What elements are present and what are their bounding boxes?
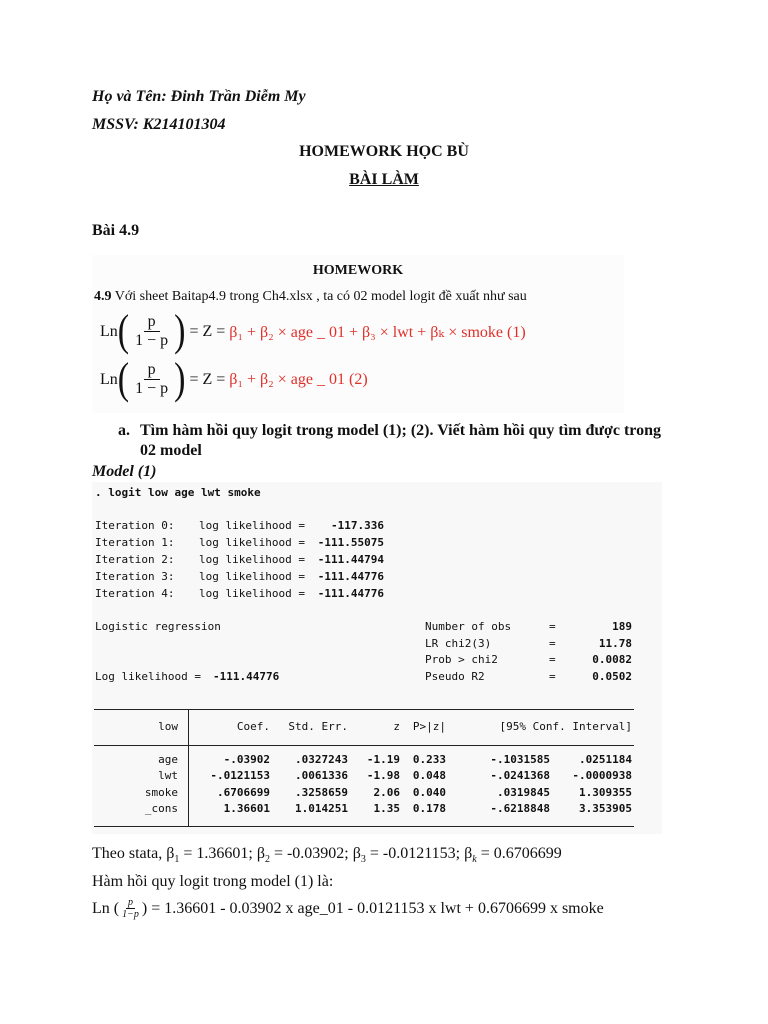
- cell-ci-low: -.6218848: [490, 802, 550, 815]
- frac-den: 1 − p: [135, 332, 169, 349]
- cell-p: 0.040: [412, 786, 446, 799]
- stat-label: LR chi2(3): [425, 637, 492, 650]
- cell-ci-high: 3.353905: [579, 802, 632, 815]
- beta3-value: = -0.0121153;: [365, 845, 465, 862]
- stat-label: Prob > chi2: [425, 653, 498, 666]
- iteration-value: -111.44776: [317, 570, 384, 583]
- question-a-line1: Tìm hàm hồi quy logit trong model (1); (2). Viết hàm hồi quy tìm được trong: [140, 422, 661, 439]
- cell-z: 2.06: [373, 786, 400, 799]
- eq-ln: Ln: [100, 370, 118, 388]
- beta1-symbol: β: [166, 845, 175, 862]
- stat-eq: =: [549, 637, 556, 650]
- iteration-text: log likelihood =: [199, 570, 305, 583]
- beta3-symbol: β: [352, 845, 361, 862]
- iteration-label: Iteration 1:: [95, 536, 175, 549]
- cell-se: .0061336: [295, 769, 348, 782]
- page-subtitle: BÀI LÀM: [349, 171, 419, 188]
- model1-equation: [100, 306, 526, 355]
- model1-rhs: β₁ + β₂ × age _ 01 + β₃ × lwt + βₖ × smoke (1): [229, 323, 526, 341]
- beta2-sub: 2: [264, 854, 270, 866]
- stat-eq: =: [549, 653, 556, 666]
- beta2-symbol: β: [256, 845, 265, 862]
- iteration-value: -111.55075: [317, 536, 384, 549]
- open-paren-icon: (: [117, 354, 130, 403]
- frac-num: p: [144, 361, 160, 380]
- iteration-label: Iteration 0:: [95, 519, 175, 532]
- stata-output: [92, 482, 662, 834]
- table-header: P>|z|: [412, 720, 446, 733]
- table-header: [95% Conf. Interval]: [499, 720, 632, 733]
- model2-equation: [100, 354, 368, 403]
- cell-p: 0.233: [412, 753, 446, 766]
- betak-value: = 0.6706699: [476, 845, 562, 862]
- betak-symbol: β: [464, 845, 473, 862]
- question-a-marker: a.: [118, 422, 130, 439]
- question-text: Với sheet Baitap4.9 trong Ch4.xlsx , ta có 02 model logit đề xuất như sau: [114, 289, 527, 304]
- close-paren-icon: ): [174, 354, 186, 403]
- table-header-rule: [94, 745, 634, 746]
- cell-p: 0.048: [412, 769, 446, 782]
- iteration-value: -111.44794: [317, 553, 384, 566]
- cell-coef: -.0121153: [210, 769, 270, 782]
- student-name: Họ và Tên: Đinh Trần Diễm My: [92, 88, 306, 105]
- iteration-text: log likelihood =: [199, 536, 305, 549]
- iteration-text: log likelihood =: [199, 553, 305, 566]
- table-header: low: [158, 720, 178, 733]
- table-bottom-rule: [94, 826, 634, 827]
- loglik-value: -111.44776: [213, 670, 280, 683]
- logit-function: [92, 897, 604, 920]
- model2-rhs: β₁ + β₂ × age _ 01 (2): [229, 370, 368, 388]
- question-number: 4.9: [94, 289, 112, 304]
- cell-se: 1.014251: [295, 802, 348, 815]
- stat-label: Pseudo R2: [425, 670, 485, 683]
- cell-var: lwt: [158, 769, 178, 782]
- cell-ci-high: -.0000938: [572, 769, 632, 782]
- close-paren-icon: ): [174, 306, 186, 355]
- exercise-label: Bài 4.9: [92, 222, 140, 239]
- eq-mid: = Z =: [189, 370, 226, 388]
- beta1-value: = 1.36601;: [179, 845, 257, 862]
- p-fraction: [131, 361, 172, 398]
- theo-prefix: Theo stata,: [92, 845, 167, 862]
- cell-coef: .6706699: [217, 786, 270, 799]
- function-label: Hàm hồi quy logit trong model (1) là:: [92, 873, 334, 890]
- frac-den: 1 − p: [135, 380, 169, 397]
- iteration-label: Iteration 2:: [95, 553, 175, 566]
- cell-p: 0.178: [412, 802, 446, 815]
- iteration-text: log likelihood =: [199, 587, 305, 600]
- stat-eq: =: [549, 670, 556, 683]
- homework-title: HOMEWORK: [312, 263, 404, 278]
- stat-value: 189: [612, 620, 632, 633]
- beta1-sub: 1: [174, 854, 180, 866]
- cell-ci-low: .0319845: [497, 786, 550, 799]
- cell-z: -1.19: [366, 753, 400, 766]
- stat-eq: =: [549, 620, 556, 633]
- page-title: HOMEWORK HỌC BÙ: [299, 143, 469, 160]
- iteration-value: -117.336: [331, 519, 384, 532]
- cell-ci-high: 1.309355: [579, 786, 632, 799]
- cell-se: .3258659: [295, 786, 348, 799]
- iteration-value: -111.44776: [317, 587, 384, 600]
- homework-image: [92, 255, 624, 413]
- student-id: MSSV: K214101304: [92, 116, 226, 133]
- cell-z: -1.98: [366, 769, 400, 782]
- loglik-label: Log likelihood =: [95, 670, 201, 683]
- function-rhs: ) = 1.36601 - 0.03902 x age_01 - 0.0121153 x lwt + 0.6706699 x smoke: [141, 899, 604, 917]
- table-vertical-rule: [188, 709, 189, 827]
- beta3-sub: 3: [360, 854, 366, 866]
- cell-se: .0327243: [295, 753, 348, 766]
- eq-mid: = Z =: [189, 322, 226, 340]
- iteration-label: Iteration 3:: [95, 570, 175, 583]
- cell-z: 1.35: [373, 802, 400, 815]
- cell-var: smoke: [144, 786, 178, 799]
- stat-value: 11.78: [598, 637, 632, 650]
- cell-coef: -.03902: [223, 753, 270, 766]
- cell-ci-high: .0251184: [579, 753, 632, 766]
- inline-fraction: [120, 897, 141, 920]
- table-header: Std. Err.: [288, 720, 348, 733]
- iteration-text: log likelihood =: [199, 519, 305, 532]
- stat-value: 0.0502: [592, 670, 632, 683]
- eq-ln: Ln: [100, 322, 118, 340]
- cell-ci-low: -.0241368: [490, 769, 550, 782]
- table-header: z: [393, 720, 400, 733]
- inline-frac-num: p: [127, 897, 133, 908]
- model-type: Logistic regression: [95, 620, 221, 633]
- stata-command: . logit low age lwt smoke: [95, 486, 261, 499]
- table-header: Coef.: [236, 720, 270, 733]
- betak-sub: k: [472, 854, 477, 866]
- cell-var: _cons: [144, 802, 178, 815]
- cell-ci-low: -.1031585: [490, 753, 550, 766]
- p-fraction: [131, 313, 172, 350]
- beta-values-line: [92, 845, 562, 865]
- question-a-line2: 02 model: [140, 442, 202, 459]
- model-label: Model (1): [92, 463, 157, 480]
- stat-value: 0.0082: [592, 653, 632, 666]
- frac-num: p: [144, 313, 160, 332]
- iteration-label: Iteration 4:: [95, 587, 175, 600]
- inline-frac-den: 1−p: [122, 909, 139, 920]
- stat-label: Number of obs: [425, 620, 512, 633]
- cell-var: age: [158, 753, 178, 766]
- cell-coef: 1.36601: [223, 802, 270, 815]
- homework-question: [94, 289, 527, 305]
- beta2-value: = -0.03902;: [269, 845, 353, 862]
- ln-open: Ln (: [92, 899, 120, 917]
- table-top-rule: [94, 709, 634, 710]
- open-paren-icon: (: [117, 306, 130, 355]
